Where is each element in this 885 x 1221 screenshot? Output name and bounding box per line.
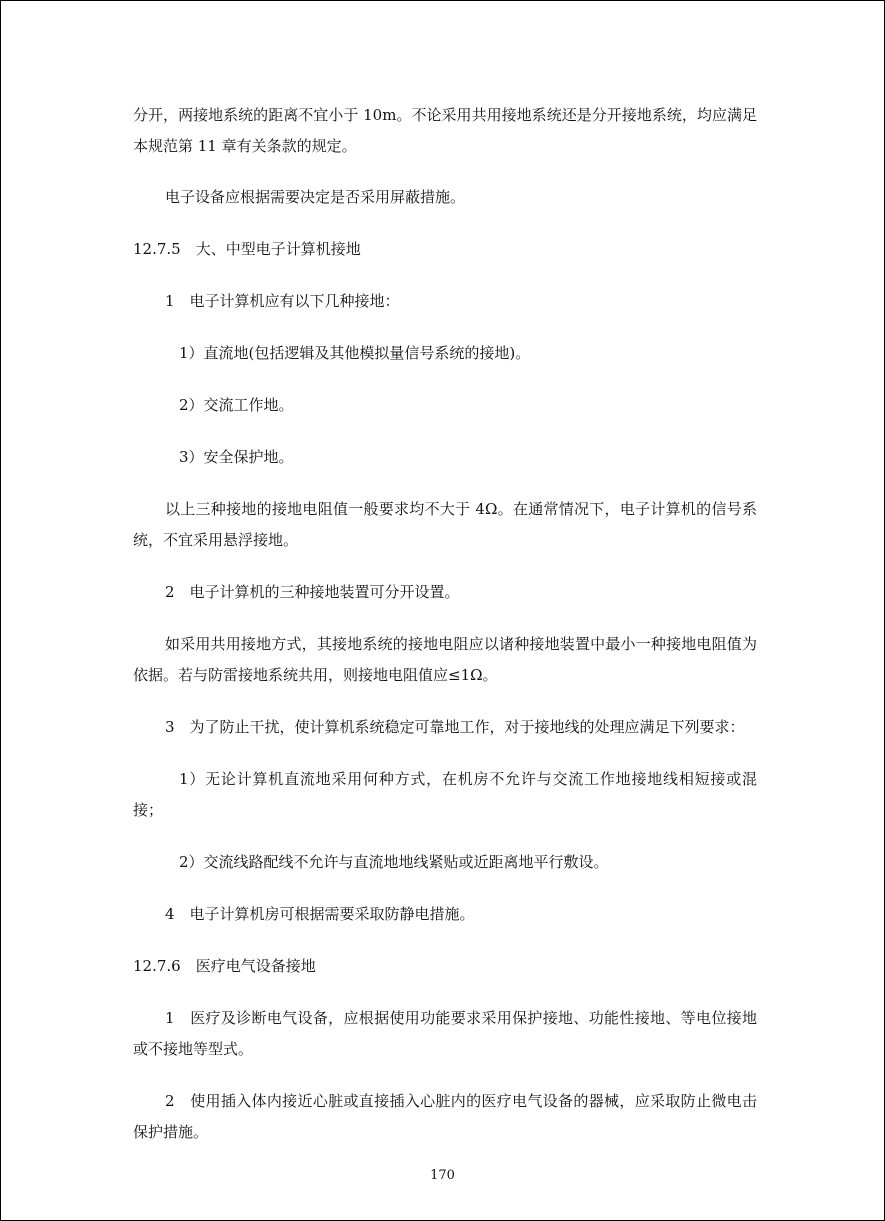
clause-1-grounding-types: 1 电子计算机应有以下几种接地： [165,292,400,310]
document-body [133,100,757,1148]
clause-1-medical-equipment: 1 医疗及诊断电气设备，应根据使用功能要求采用保护接地、功能性接地、等电位接地或不接地等型式。 [133,1009,757,1058]
list-item-safety-ground: 3）安全保护地。 [179,448,294,466]
clause-2-micro-shock: 2 使用插入体内接近心脏或直接插入心脏内的医疗电气设备的器械，应采取防止微电击保护措施。 [133,1092,757,1141]
paragraph-continuation: 分开，两接地系统的距离不宜小于 10m。不论采用共用接地系统还是分开接地系统，均应满足本规范第 11 章有关条款的规定。 [133,106,757,155]
section-heading-12-7-5: 12.7.5 大、中型电子计算机接地 [133,240,361,258]
clause-2-separate-devices: 2 电子计算机的三种接地装置可分开设置。 [165,583,460,601]
list-item-wiring: 2）交流线路配线不允许与直流地地线紧贴或近距离地平行敷设。 [179,853,609,871]
paragraph-shielding: 电子设备应根据需要决定是否采用屏蔽措施。 [165,188,466,206]
clause-3-interference: 3 为了防止干扰，使计算机系统稳定可靠地工作，对于接地线的处理应满足下列要求： [165,718,745,736]
section-heading-12-7-6: 12.7.6 医疗电气设备接地 [133,957,316,975]
list-item-dc-ground: 1）直流地(包括逻辑及其他模拟量信号系统的接地)。 [179,344,531,362]
paragraph-resistance: 以上三种接地的接地电阻值一般要求均不大于 4Ω。在通常情况下，电子计算机的信号系统，不宜采用悬浮接地。 [133,500,757,549]
page-number: 170 [430,1168,455,1183]
paragraph-shared-grounding: 如采用共用接地方式，其接地系统的接地电阻应以诸种接地装置中最小一种接地电阻值为依据。若与防雷接地系统共用，则接地电阻值应≤1Ω。 [133,635,757,684]
list-item-no-short: 1）无论计算机直流地采用何种方式，在机房不允许与交流工作地接地线相短接或混接； [133,770,757,819]
list-item-ac-ground: 2）交流工作地。 [179,396,294,414]
clause-4-antistatic: 4 电子计算机房可根据需要采取防静电措施。 [165,905,475,923]
